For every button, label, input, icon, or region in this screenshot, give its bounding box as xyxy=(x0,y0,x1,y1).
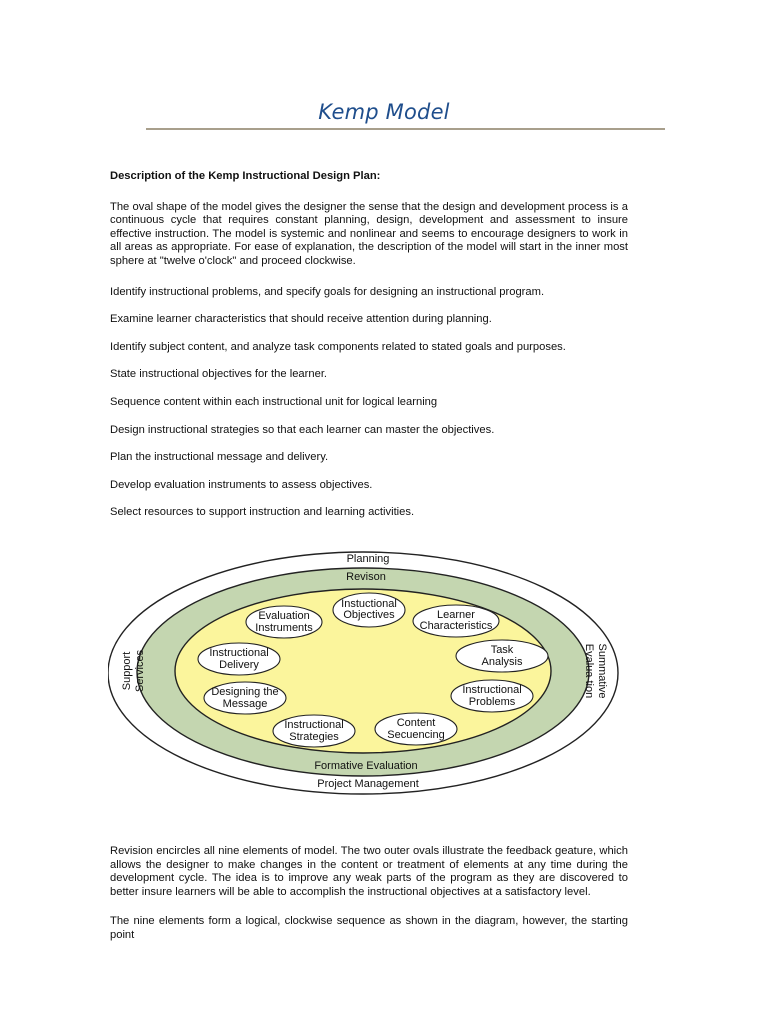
document-body-continued xyxy=(110,845,628,959)
node-label: Instructional xyxy=(209,647,269,659)
node-label: Instructional xyxy=(462,684,522,696)
revision-paragraph: Revision encircles all nine elements of model. The two outer ovals illustrate the feedback geature, which allows the designer to make changes in the content or treatment of elements at any time during the development cycle. The idea is to improve any weak parts of the program as they are discovered to better insure learners will be able to accomplish the instructional objectives at a satisfactory level. xyxy=(110,845,628,898)
sequence-paragraph: The nine elements form a logical, clockwise sequence as shown in the diagram, however, the starting point xyxy=(110,915,628,941)
node-learner-characteristics xyxy=(413,605,499,637)
step-item: Develop evaluation instruments to assess objectives. xyxy=(110,478,373,491)
node-designing-the-message xyxy=(204,682,286,714)
formative-evaluation-label: Formative Evaluation xyxy=(314,760,418,772)
intro-paragraph: The oval shape of the model gives the designer the sense that the design and development process is a continuous cycle that requires constant planning, design, development and assessment to insure effective instruction. The model is systemic and nonlinear and seems to encourage designers to work in all areas as appropriate. For ease of explanation, the description of the model will start in the inner most sphere at "twelve o'clock" and proceed clockwise. xyxy=(110,200,628,267)
node-label: Task xyxy=(490,644,514,656)
summative-evaluation-label xyxy=(583,643,608,698)
node-label: Characteristics xyxy=(419,620,493,632)
step-item: Plan the instructional message and delivery. xyxy=(110,451,329,464)
node-label: Delivery xyxy=(219,659,259,671)
section-heading: Description of the Kemp Instructional Design Plan: xyxy=(110,170,381,182)
node-label: Instructional xyxy=(284,719,344,731)
support-services-line: Support xyxy=(121,651,133,691)
step-item: Examine learner characteristics that should receive attention during planning. xyxy=(110,313,492,326)
step-item: Identify instructional problems, and specify goals for designing an instructional program. xyxy=(110,285,545,298)
planning-label: Planning xyxy=(346,553,390,565)
node-label: Learner xyxy=(437,609,475,621)
support-services-label xyxy=(121,649,146,692)
node-content-sequencing xyxy=(375,713,457,745)
step-item: Identify subject content, and analyze task components related to stated goals and purposes. xyxy=(110,340,566,353)
node-label: Strategies xyxy=(289,731,339,743)
node-instructional-strategies xyxy=(273,715,355,747)
step-item: Design instructional strategies so that each learner can master the objectives. xyxy=(110,423,495,436)
revision-label: Revison xyxy=(346,571,386,583)
support-services-line: Services xyxy=(134,649,146,693)
title-divider xyxy=(146,128,665,130)
summative-evaluation-line: Evalua tion xyxy=(583,643,595,699)
node-label: Analysis xyxy=(481,656,523,668)
node-label: Instruments xyxy=(255,622,313,634)
step-item: State instructional objectives for the learner. xyxy=(110,368,328,381)
page-title: Kemp Model xyxy=(318,100,450,124)
node-label: Evaluation xyxy=(258,610,310,622)
kemp-diagram-svg xyxy=(108,545,628,795)
node-label: Designing the xyxy=(211,686,279,698)
node-label: Problems xyxy=(468,696,516,708)
node-label: Content xyxy=(396,717,436,729)
node-instructional-problems xyxy=(451,680,533,712)
node-instructional-objectives xyxy=(333,593,405,627)
node-label: Instuctional xyxy=(341,598,397,610)
node-task-analysis xyxy=(456,640,548,672)
summative-evaluation-line: Summative xyxy=(596,643,608,699)
project-management-label: Project Management xyxy=(317,778,419,790)
node-instructional-delivery xyxy=(198,643,280,675)
step-item: Sequence content within each instructional unit for logical learning xyxy=(110,395,438,408)
step-item: Select resources to support instruction and learning activities. xyxy=(110,506,415,519)
node-label: Secuencing xyxy=(387,729,445,741)
kemp-model-diagram xyxy=(108,545,628,795)
node-evaluation-instruments xyxy=(246,606,322,638)
node-label: Message xyxy=(222,698,268,710)
node-label: Objectives xyxy=(343,609,395,621)
document-body xyxy=(110,170,628,534)
